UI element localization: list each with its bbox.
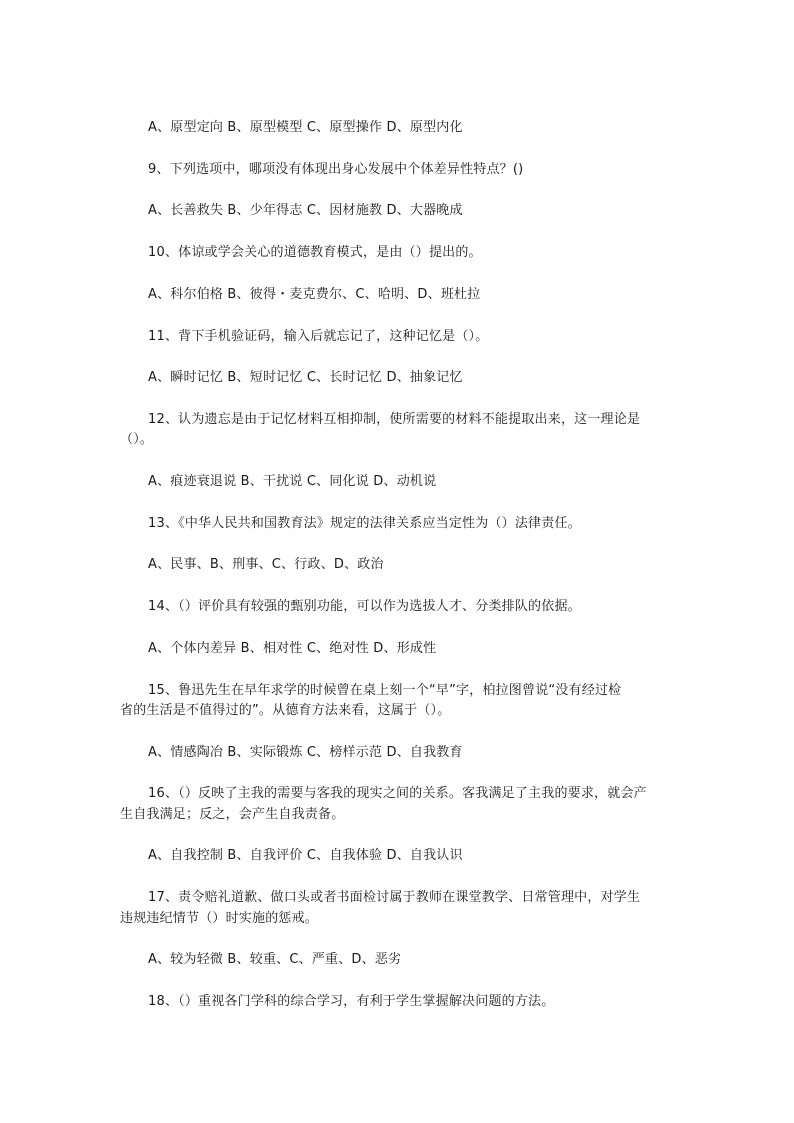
question-11: 11、背下手机验证码，输入后就忘记了，这种记忆是（）。 (148, 329, 489, 344)
options-line: A、瞬时记忆 B、短时记忆 C、长时记忆 D、抽象记忆 (148, 370, 463, 385)
question-16-cont: 生自我满足；反之，会产生自我责备。 (120, 807, 345, 822)
question-16: 16、（）反映了主我的需要与客我的现实之间的关系。客我满足了主我的要求，就会产 (148, 786, 647, 801)
options-line: A、民事、B、刑事、C、行政、D、政治 (148, 557, 384, 572)
question-9: 9、下列选项中，哪项没有体现出身心发展中个体差异性特点？() (148, 162, 524, 177)
options-line: A、原型定向 B、原型模型 C、原型操作 D、原型内化 (148, 120, 463, 135)
question-17-cont: 违规违纪情节（）时实施的惩戒。 (120, 911, 319, 926)
options-line: A、个体内差异 B、相对性 C、绝对性 D、形成性 (148, 641, 437, 656)
options-line: A、科尔伯格 B、彼得・麦克费尔、C、哈明、D、班杜拉 (148, 287, 481, 302)
question-10: 10、体谅或学会关心的道德教育模式，是由（）提出的。 (148, 245, 482, 260)
options-line: A、长善救失 B、少年得志 C、因材施教 D、大器晚成 (148, 203, 463, 218)
options-line: A、痕迹衰退说 B、干扰说 C、同化说 D、动机说 (148, 474, 437, 489)
question-14: 14、（）评价具有较强的甄别功能，可以作为选拔人才、分类排队的依据。 (148, 599, 581, 614)
question-12-cont: （）。 (120, 432, 154, 447)
question-12: 12、认为遗忘是由于记忆材料互相抑制，使所需要的材料不能提取出来，这一理论是 (148, 412, 641, 427)
question-18: 18、（）重视各门学科的综合学习，有利于学生掌握解决问题的方法。 (148, 994, 555, 1009)
question-17: 17、责令赔礼道歉、做口头或者书面检讨属于教师在课堂教学、日常管理中，对学生 (148, 890, 641, 905)
options-line: A、自我控制 B、自我评价 C、自我体验 D、自我认识 (148, 848, 463, 863)
question-15: 15、鲁迅先生在早年求学的时候曾在桌上刻一个“早”字，柏拉图曾说“没有经过检 (148, 683, 622, 698)
options-line: A、情感陶冶 B、实际锻炼 C、榜样示范 D、自我教育 (148, 745, 463, 760)
options-line: A、较为轻微 B、较重、C、严重、D、恶劣 (148, 952, 402, 967)
question-13: 13、《中华人民共和国教育法》规定的法律关系应当定性为（）法律责任。 (148, 516, 581, 531)
question-15-cont: 省的生活是不值得过的”。从德育方法来看，这属于（）。 (120, 703, 451, 718)
